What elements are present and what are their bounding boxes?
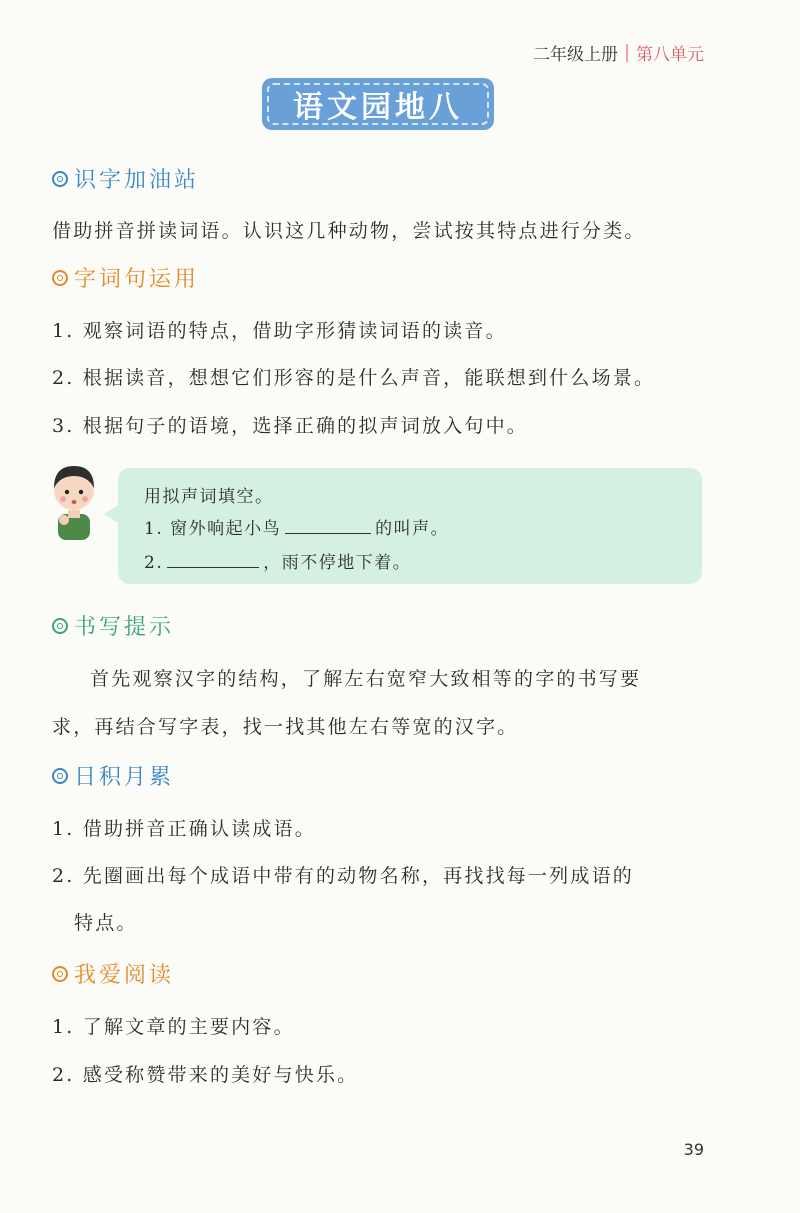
text-line: 2. 根据读音，想想它们形容的是什么声音，能联想到什么场景。 bbox=[52, 367, 656, 389]
text-line: 1. 观察词语的特点，借助字形猜读词语的读音。 bbox=[52, 320, 507, 342]
text-line: 特点。 bbox=[74, 912, 138, 934]
section-heading-text: 书写提示 bbox=[74, 615, 175, 640]
question-text: ，雨不停地下着。 bbox=[263, 553, 412, 573]
bullseye-icon bbox=[52, 171, 68, 187]
section-heading-rijiyuelei bbox=[52, 760, 174, 791]
section-heading-zici bbox=[52, 262, 199, 293]
page-title-banner bbox=[262, 78, 494, 130]
question-text: 的叫声。 bbox=[375, 519, 450, 539]
section-heading-text: 字词句运用 bbox=[74, 267, 200, 292]
text-line: 2. 先圈画出每个成语中带有的动物名称，再找找每一列成语的 bbox=[52, 865, 634, 887]
bullseye-icon bbox=[52, 768, 68, 784]
speech-bubble bbox=[118, 468, 702, 584]
text-line: 借助拼音拼读词语。认识这几种动物，尝试按其特点进行分类。 bbox=[52, 220, 646, 242]
text-line: 首先观察汉字的结构，了解左右宽窄大致相等的字的书写要 bbox=[90, 668, 642, 690]
question-text: 2. bbox=[144, 553, 164, 573]
bullseye-icon bbox=[52, 618, 68, 634]
bullseye-icon bbox=[52, 966, 68, 982]
section-heading-shuxie bbox=[52, 610, 174, 641]
text-line: 3. 根据句子的语境，选择正确的拟声词放入句中。 bbox=[52, 415, 528, 437]
text-line: 1. 借助拼音正确认读成语。 bbox=[52, 818, 316, 840]
answer-blank[interactable] bbox=[167, 553, 259, 568]
section-heading-text: 我爱阅读 bbox=[74, 963, 175, 988]
section-heading-text: 识字加油站 bbox=[74, 168, 200, 193]
bubble-intro: 用拟声词填空。 bbox=[144, 487, 274, 507]
section-heading-text: 日积月累 bbox=[74, 765, 175, 790]
header-divider bbox=[626, 44, 628, 62]
text-line: 1. 了解文章的主要内容。 bbox=[52, 1016, 295, 1038]
section-heading-yuedu bbox=[52, 958, 174, 989]
fill-blank-question-1 bbox=[144, 514, 449, 539]
answer-blank[interactable] bbox=[285, 519, 371, 534]
unit-label: 第八单元 bbox=[636, 45, 704, 65]
page-title: 语文园地八 bbox=[293, 90, 463, 125]
bullseye-icon bbox=[52, 270, 68, 286]
question-text: 1. 窗外响起小鸟 bbox=[144, 519, 282, 539]
fill-blank-question-2 bbox=[144, 548, 411, 573]
section-heading-shizi bbox=[52, 163, 199, 194]
grade-label: 二年级上册 bbox=[533, 45, 618, 65]
text-line: 2. 感受称赞带来的美好与快乐。 bbox=[52, 1064, 359, 1086]
page-number: 39 bbox=[683, 1140, 704, 1159]
page-header bbox=[533, 40, 704, 65]
text-line: 求，再结合写字表，找一找其他左右等宽的汉字。 bbox=[52, 716, 519, 738]
boy-illustration bbox=[44, 458, 104, 542]
